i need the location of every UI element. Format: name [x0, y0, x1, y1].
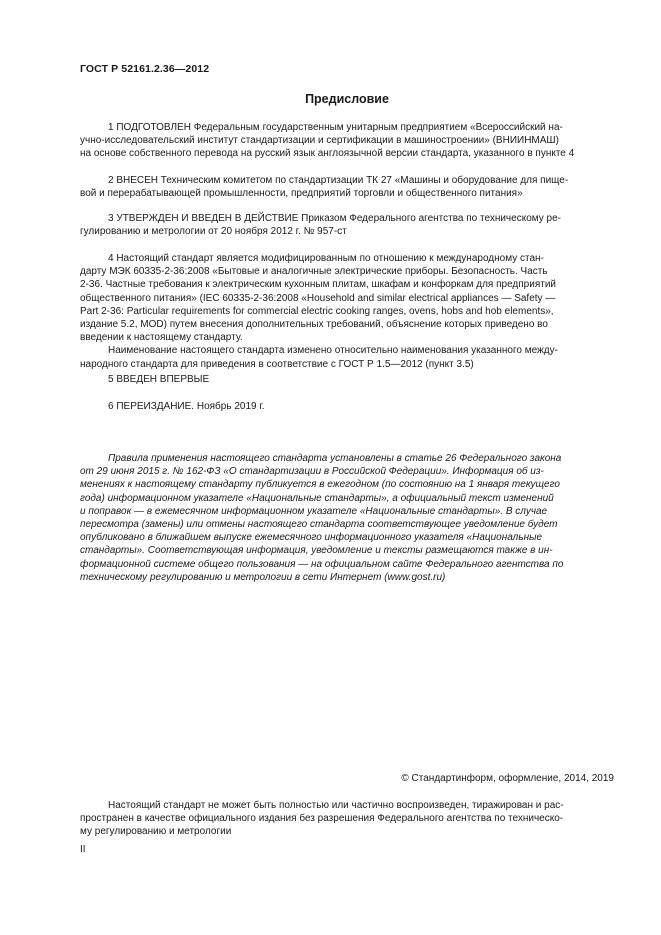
text-line: му регулированию и метрологии — [80, 826, 232, 838]
text-line: введении к настоящему стандарту. — [80, 332, 243, 344]
text-line: 3 УТВЕРЖДЕН И ВВЕДЕН В ДЕЙСТВИЕ Приказом Федерального агентства по техническому ре- — [108, 213, 561, 224]
text-line: на основе собственного перевода на русский язык англоязычной версии стандарта, указанного в пункте 4 — [80, 148, 575, 160]
standardization-notice — [80, 452, 614, 584]
text-line: издание 5.2, MOD) путем внесения дополнительных требований, объяснение которых приведено во — [80, 319, 548, 331]
foreword-item-3 — [80, 212, 614, 238]
text-line: 5 ВВЕДЕН ВПЕРВЫЕ — [108, 374, 210, 385]
text-line: дарту МЭК 60335-2-36:2008 «Бытовые и аналогичные электрические приборы. Безопасность. Часть — [80, 266, 548, 278]
text-line: 1 ПОДГОТОВЛЕН Федеральным государственным унитарным предприятием «Всероссийский на- — [108, 122, 563, 133]
text-line: пересмотра (замены) или отмены настоящего стандарта соответствующее уведомление будет — [80, 519, 558, 531]
foreword-item-1 — [80, 121, 614, 161]
text-line: года) информационном указателе «Национальные стандарты», а официальный текст изменений — [80, 492, 554, 504]
text-line: пространен в качестве официального издания без разрешения Федерального агентства по техническо- — [80, 813, 564, 825]
foreword-item-5 — [80, 373, 614, 386]
text-line: 2 ВНЕСЕН Техническим комитетом по стандартизации ТК 27 «Машины и оборудование для пище- — [108, 175, 569, 186]
text-line: менениях к настоящему стандарту публикуется в ежегодном (по состоянию на 1 января текущего — [80, 479, 560, 491]
foreword-item-6 — [80, 400, 614, 413]
text-line: 6 ПЕРЕИЗДАНИЕ. Ноябрь 2019 г. — [108, 401, 265, 412]
text-line: учно-исследовательский институт стандартизации и сертификации в машиностроении» (ВНИИНМАШ) — [80, 135, 559, 147]
text-line: Правила применения настоящего стандарта установлены в статье 26 Федерального закона — [108, 453, 562, 464]
text-line: формационной системе общего пользования — на официальном сайте Федерального агентства по — [80, 558, 564, 570]
reproduction-notice — [80, 799, 614, 839]
foreword-item-4 — [80, 252, 614, 371]
text-line: опубликовано в ближайшем выпуске ежемесячного информационного указателя «Национальные — [80, 532, 543, 544]
text-line: Настоящий стандарт не может быть полностью или частично воспроизведен, тиражирован и рас- — [108, 800, 564, 811]
text-line: Part 2-36: Particular requirements for commercial electric cooking ranges, ovens, hobs and hob elements», — [80, 305, 554, 317]
text-line: стандарты». Соответствующая информация, уведомление и тексты размещаются также в ин- — [80, 545, 553, 557]
copyright-line: © Стандартинформ, оформление, 2014, 2019 — [401, 773, 614, 784]
document-id-header: ГОСТ Р 52161.2.36—2012 — [80, 63, 210, 75]
text-line: 4 Настоящий стандарт является модифицированным по отношению к международному стан- — [108, 253, 544, 264]
page-number: II — [80, 844, 86, 855]
text-line: гулированию и метрологии от 20 ноября 2012 г. № 957-ст — [80, 226, 347, 238]
text-line: народного стандарта для приведения в соответствие с ГОСТ Р 1.5—2012 (пункт 3.5) — [80, 358, 474, 370]
text-line: общественного питания» (IEC 60335-2-36:2008 «Household and similar electrical appliances — Safety — — [80, 292, 556, 304]
section-title: Предисловие — [305, 92, 389, 106]
text-line: вой и перерабатывающей промышленности, предприятий торговли и общественного питания» — [80, 188, 523, 200]
text-line: техническому регулированию и метрологии в сети Интернет (www.gost.ru) — [80, 571, 446, 583]
text-line: 2-36. Частные требования к электрическим кухонным плитам, шкафам и конфоркам для предприятий — [80, 279, 556, 291]
text-line: и поправок — в ежемесячном информационном указателе «Национальные стандарты». В случае — [80, 505, 548, 517]
text-line: от 29 июня 2015 г. № 162-ФЗ «О стандартизации в Российской Федерации». Информация об из- — [80, 466, 544, 478]
text-line: Наименование настоящего стандарта изменено относительно наименования указанного между- — [108, 345, 558, 357]
foreword-item-2 — [80, 174, 614, 200]
